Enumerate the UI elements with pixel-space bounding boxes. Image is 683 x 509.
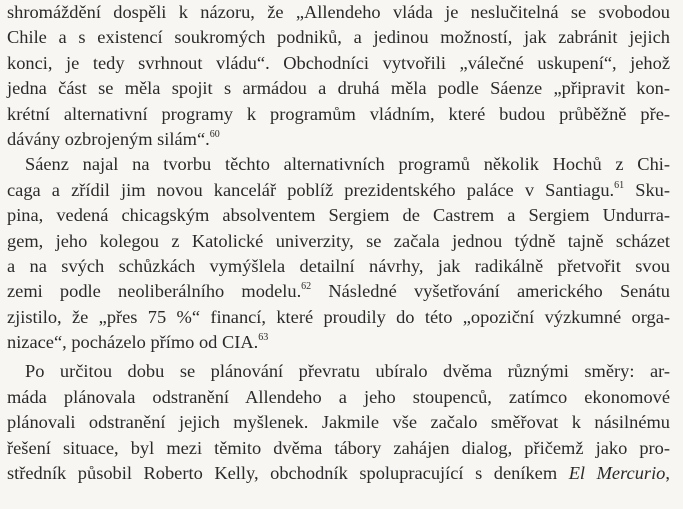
body-text bbox=[7, 0, 670, 486]
text-run: zemi podle neoliberálního modelu. bbox=[7, 281, 302, 302]
text-line: a na svých schůzkách vymýšlela detailní návrhy, jak radikálně přetvořit svou bbox=[7, 255, 670, 276]
text-run: nizace“, pocházelo přímo od CIA. bbox=[7, 332, 259, 353]
paragraph-2 bbox=[7, 152, 670, 355]
footnote-ref-61[interactable]: 61 bbox=[614, 179, 625, 191]
text-run: dávány ozbrojeným silám“. bbox=[7, 128, 210, 149]
text-run: Následné vyšetřování amerického Senátu bbox=[311, 281, 671, 302]
text-line: Chile a s existencí soukromých podniků, a jedinou možností, jak zabránit jejich bbox=[7, 27, 670, 48]
text-line: plánovali odstranění jejich myšlenek. Jakmile vše začalo směřovat k násilnému bbox=[7, 412, 670, 433]
text-line: Po určitou dobu se plánování převratu ubíralo dvěma různými směry: ar- bbox=[25, 361, 670, 382]
text-line: máda plánovala odstranění Allendeho a jeho stoupenců, zatímco ekonomové bbox=[7, 386, 670, 407]
text-line bbox=[7, 178, 670, 203]
text-line bbox=[7, 461, 670, 486]
text-run: Sku- bbox=[624, 179, 670, 200]
footnote-ref-62[interactable]: 62 bbox=[301, 281, 312, 293]
text-run: , bbox=[665, 463, 670, 484]
paragraph-1 bbox=[7, 0, 670, 152]
text-line: konci, je tedy svrhnout vládu“. Obchodníci vytvořili „válečné uskupení“, jehož bbox=[7, 52, 670, 73]
text-line: zjistilo, že „přes 75 %“ financí, které proudily do této „opoziční výzkumné orga- bbox=[7, 306, 670, 327]
footnote-ref-60[interactable]: 60 bbox=[209, 128, 220, 140]
text-line bbox=[7, 279, 670, 304]
text-line: gem, jeho kolegou z Katolické univerzity, se začala jednou týdně tajně scházet bbox=[7, 230, 670, 251]
text-line bbox=[7, 330, 670, 355]
text-line: krétní alternativní programy k programům vládním, které budou průběžně pře- bbox=[7, 103, 670, 124]
text-line: jedna část se měla spojit s armádou a druhá měla podle Sáenze „připravit kon- bbox=[7, 78, 670, 99]
text-line bbox=[7, 127, 670, 152]
text-run: středník působil Roberto Kelly, obchodník spolupracující s deníkem bbox=[7, 463, 569, 484]
text-line: shromáždění dospěli k názoru, že „Allendeho vláda je neslučitelná se svobodou bbox=[7, 2, 670, 22]
text-run: caga a zřídil jim novou kancelář poblíž prezidentského paláce v Santiagu. bbox=[7, 179, 615, 200]
text-line: Sáenz najal na tvorbu těchto alternativních programů několik Hochů z Chi- bbox=[25, 154, 670, 175]
paragraph-3 bbox=[7, 359, 670, 486]
text-line: řešení situace, byl mezi těmito dvěma tábory zahájen dialog, přičemž jako pro- bbox=[7, 437, 670, 458]
footnote-ref-63[interactable]: 63 bbox=[258, 331, 269, 343]
text-line: pina, vedená chicagským absolventem Sergiem de Castrem a Sergiem Undurra- bbox=[7, 205, 670, 226]
newspaper-title: El Mercurio bbox=[568, 463, 666, 484]
